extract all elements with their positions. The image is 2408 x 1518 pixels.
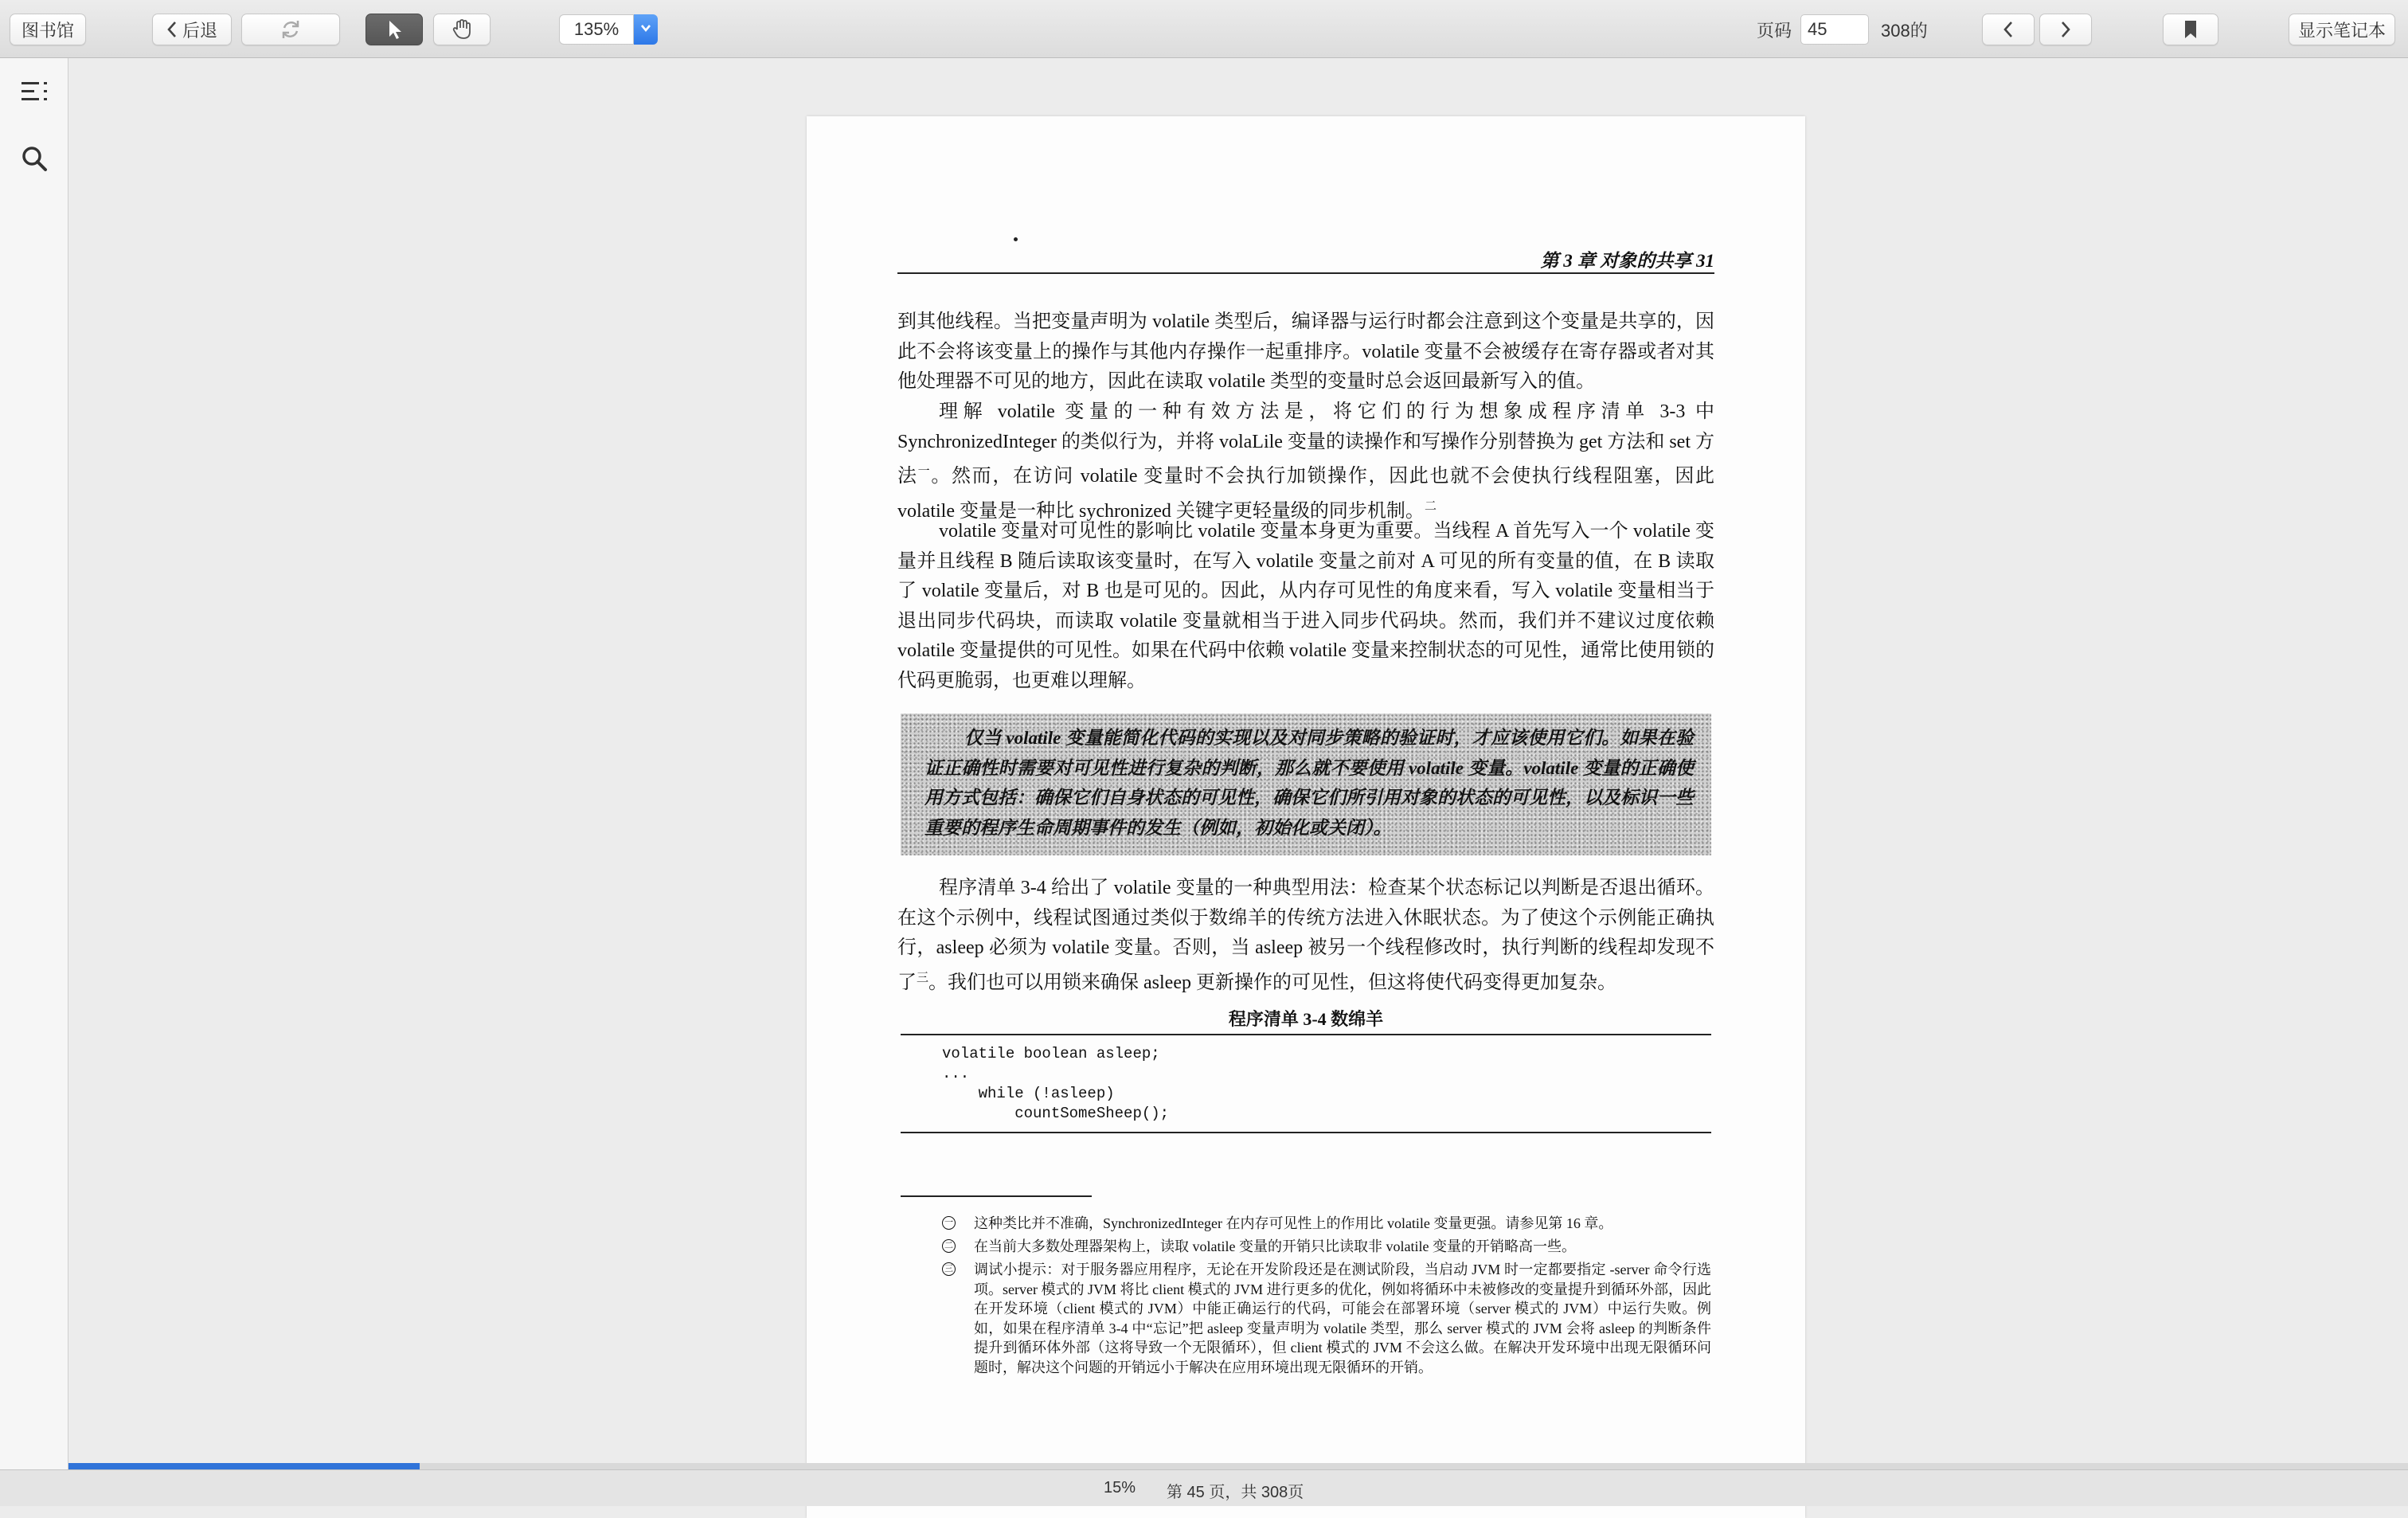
- chevron-left-icon: [166, 21, 178, 38]
- paragraph-4-part-1: 程序清单 3-4 给出了 volatile 变量的一种典型用法：检查某个状态标记以判断是否退出循环。在这个示例中，线程试图通过类似于数绵羊的传统方法进入休眠状态。为了使这个示例能正确执行，asleep 必须为 volatile 变量。否则，当 asleep 被另一个线程修改时，执行判断的线程却发现不了: [897, 878, 1714, 993]
- chevron-down-icon: [639, 22, 652, 37]
- listing-top-rule: [901, 1034, 1711, 1035]
- bookmark-icon: [2183, 19, 2199, 40]
- footnote-3: [942, 1260, 1711, 1377]
- status-percent: 15%: [1104, 1479, 1136, 1496]
- back-button[interactable]: [152, 14, 232, 45]
- footnote-mark-2: 二: [942, 1239, 956, 1253]
- code-line-3: while (!asleep): [942, 1085, 1115, 1102]
- footnote-2-text: 在当前大多数处理器架构上，读取 volatile 变量的开销只比读取非 volatile 变量的开销略高一些。: [974, 1238, 1576, 1254]
- paragraph-4-part-2: 。我们也可以用锁来确保 asleep 更新操作的可见性，但这将使代码变得更加复杂。: [928, 972, 1616, 993]
- footnote-3-text: 调试小提示：对于服务器应用程序，无论在开发阶段还是在测试阶段，当启动 JVM 时一定都要指定 -server 命令行选项。server 模式的 JVM 将比 client 模式的 JVM 进行更多的优化，例如将循环中未被修改的变量提升到循环外部，因此在开发环境（client 模式的 JVM）中能正确运行的代码，可能会在部署环境（server 模式的 JVM）中运行失败。例如，如果在程序清单 3-4 中“忘记”把 asleep 变量声明为 volatile 类型，那么 server 模式的 JVM 会将 asleep 的判断条件提升到循环体外部（这将导致一个无限循环），但 client 模式的 JVM 不会这么做。在解决开发环境中出现无限循环问题时，解决这个问题的开销远小于解决在应用环境出现无限循环的开销。: [974, 1262, 1711, 1375]
- refresh-button[interactable]: [241, 14, 340, 45]
- header-rule: [897, 272, 1714, 274]
- library-button[interactable]: [10, 14, 86, 45]
- paragraph-1: 到其他线程。当把变量声明为 volatile 类型后，编译器与运行时都会注意到这个变量是共享的，因此不会将该变量上的操作与其他内存操作一起重排序。volatile 变量不会被缓存在寄存器或者对其他处理器不可见的地方，因此在读取 volatile 类型的变量时总会返回最新写入的值。: [897, 311, 1714, 392]
- zoom-value: 135%: [573, 19, 620, 39]
- scan-speck: [1014, 237, 1018, 241]
- footnote-2: [942, 1237, 1711, 1257]
- footnote-ref-3[interactable]: 三: [917, 971, 929, 984]
- footnote-rule: [901, 1195, 1092, 1197]
- prev-page-button[interactable]: [1982, 14, 2035, 45]
- refresh-icon: [280, 18, 302, 41]
- page-header: 第 3 章 对象的共享 31: [1540, 251, 1714, 271]
- document-page: [807, 116, 1805, 1518]
- zoom-select[interactable]: [559, 14, 634, 45]
- code-block: [942, 1044, 1169, 1124]
- footnote-mark-1: 一: [942, 1216, 956, 1230]
- footnote-ref-2[interactable]: 二: [1424, 499, 1437, 513]
- status-bar: [0, 1469, 2408, 1506]
- paragraph-2-part-2: 。然而，在访问 volatile 变量时不会执行加锁操作，因此也就不会使执行线程阻塞，因此 volatile 变量是一种比 sychronized 关键字更轻量级的同步机制。: [897, 466, 1715, 522]
- tip-box: [901, 714, 1711, 855]
- arrow-pointer-icon: [385, 19, 403, 40]
- show-notes-label: 显示笔记本: [2297, 20, 2386, 41]
- library-label: 图书馆: [21, 20, 74, 41]
- zoom-dropdown-button[interactable]: [634, 14, 658, 45]
- tip-text: 仅当 volatile 变量能简化代码的实现以及对同步策略的验证时，才应该使用它们。如果在验证正确性时需要对可见性进行复杂的判断，那么就不要使用 volatile 变量。volatile 变量的正确使用方式包括：确保它们自身状态的可见性，确保它们所引用对象的状态的可见性，以及标识一些重要的程序生命周期事件的发生（例如，初始化或关闭）。: [924, 728, 1694, 838]
- next-page-button[interactable]: [2039, 14, 2092, 45]
- reading-progress-fill: [68, 1463, 420, 1469]
- code-line-2: ...: [942, 1065, 970, 1082]
- search-icon[interactable]: [19, 143, 49, 174]
- footnote-1: [942, 1214, 1711, 1234]
- document-canvas[interactable]: [68, 58, 2408, 1469]
- code-line-4: countSomeSheep();: [942, 1105, 1170, 1122]
- paragraph-2-part-1: 理解 volatile 变量的一种有效方法是，将它们的行为想象成程序清单 3-3 中 SynchronizedInteger 的类似行为，并将 volaLile 变量的读操作和写操作分别替换为 get 方法和 set 方法: [897, 401, 1714, 487]
- reading-progress-bar[interactable]: [68, 1463, 2408, 1469]
- chevron-right-icon: [2059, 20, 2072, 39]
- show-notes-button[interactable]: [2289, 14, 2395, 45]
- paragraph-2: [897, 397, 1714, 526]
- select-tool-button[interactable]: [366, 14, 423, 45]
- footnote-ref-1[interactable]: 一: [917, 465, 932, 478]
- listing-title: 程序清单 3-4 数绵羊: [1228, 1009, 1384, 1029]
- sidebar: [0, 58, 68, 1469]
- footnote-mark-3: 三: [942, 1262, 956, 1276]
- code-line-1: volatile boolean asleep;: [942, 1045, 1160, 1062]
- paragraph-4: [897, 874, 1714, 998]
- bookmark-button[interactable]: [2163, 14, 2218, 45]
- list-icon[interactable]: [19, 76, 49, 107]
- toolbar: [0, 0, 2408, 58]
- status-page-info: 第 45 页，共 308页: [1167, 1484, 1304, 1501]
- page-total-label: 308的: [1881, 21, 1928, 41]
- footnote-1-text: 这种类比并不准确，SynchronizedInteger 在内存可见性上的作用比 volatile 变量更强。请参见第 16 章。: [974, 1215, 1613, 1231]
- listing-bottom-rule: [901, 1132, 1711, 1133]
- paragraph-3: volatile 变量对可见性的影响比 volatile 变量本身更为重要。当线程 A 首先写入一个 volatile 变量并且线程 B 随后读取该变量时，在写入 volatile 变量之前对 A 可见的所有变量的值，在 B 读取了 volatile 变量后，对 B 也是可见的。因此，从内存可见性的角度来看，写入 volatile 变量相当于退出同步代码块，而读取 volatile 变量就相当于进入同步代码块。然而，我们并不建议过度依赖 volatile 变量提供的可见性。如果在代码中依赖 volatile 变量来控制状态的可见性，通常比使用锁的代码更脆弱，也更难以理解。: [897, 521, 1714, 691]
- page-number-input[interactable]: [1800, 14, 1869, 45]
- chevron-left-icon: [2002, 20, 2015, 39]
- hand-tool-button[interactable]: [433, 14, 491, 45]
- page-number-label: 页码: [1757, 21, 1792, 41]
- hand-icon: [452, 18, 472, 41]
- back-label: 后退: [182, 20, 217, 41]
